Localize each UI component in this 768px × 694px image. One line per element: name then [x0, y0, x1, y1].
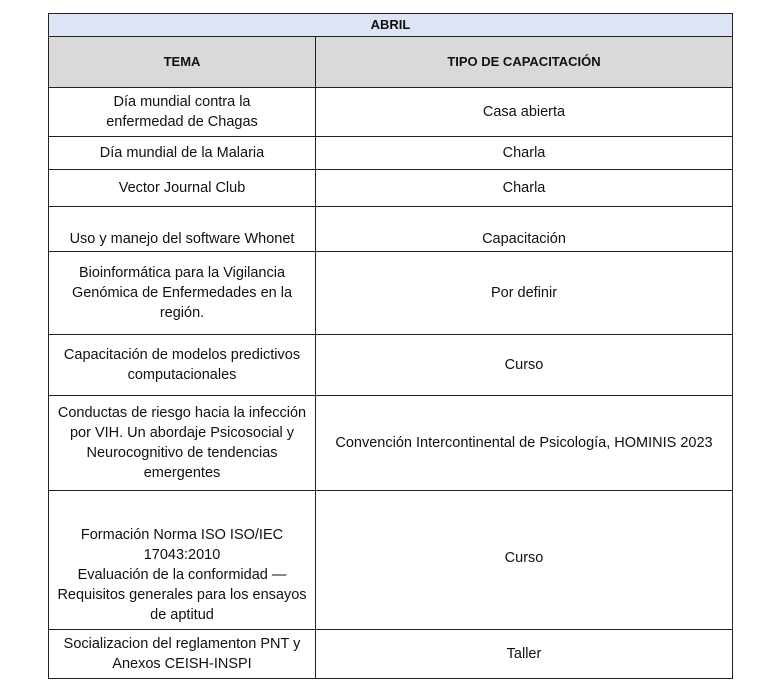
tema-cell: [49, 491, 316, 630]
tema-cell: [49, 88, 316, 137]
tipo-cell: Capacitación: [316, 207, 733, 252]
table-row: [49, 207, 733, 252]
tipo-cell: Curso: [316, 491, 733, 630]
training-schedule-table: [48, 13, 733, 679]
table-row: [49, 252, 733, 335]
tema-text: Capacitación de modelos predictivos computacionales: [63, 347, 301, 383]
tipo-cell: Charla: [316, 137, 733, 170]
table-row: [49, 137, 733, 170]
tema-cell: [49, 335, 316, 396]
tipo-cell: Charla: [316, 170, 733, 207]
tema-text: Uso y manejo del software Whonet: [69, 231, 295, 247]
tema-text: Vector Journal Club: [118, 180, 246, 196]
tema-text: Día mundial contra la enfermedad de Chagas: [106, 94, 258, 130]
column-header-tipo: TIPO DE CAPACITACIÓN: [316, 37, 733, 88]
tema-cell: [49, 170, 316, 207]
tema-text: Conductas de riesgo hacia la infección por VIH. Un abordaje Psicosocial y Neurocognitivo de tendencias emergentes: [57, 405, 307, 481]
table-row: [49, 170, 733, 207]
month-header-row: [49, 14, 733, 37]
table-row: [49, 88, 733, 137]
tema-cell: [49, 207, 316, 252]
tema-text: Socializacion del reglamenton PNT y Anexos CEISH-INSPI: [63, 636, 301, 672]
tipo-cell: Taller: [316, 630, 733, 679]
tema-cell: [49, 137, 316, 170]
tipo-cell: Casa abierta: [316, 88, 733, 137]
table-row: [49, 491, 733, 630]
tema-text: Formación Norma ISO ISO/IEC 17043:2010 Evaluación de la conformidad — Requisitos generales para los ensayos de aptitud: [57, 527, 307, 623]
tema-cell: [49, 630, 316, 679]
tema-cell: [49, 396, 316, 491]
tipo-cell: Convención Intercontinental de Psicología, HOMINIS 2023: [316, 396, 733, 491]
month-title: ABRIL: [49, 14, 733, 37]
column-header-row: [49, 37, 733, 88]
table-row: [49, 396, 733, 491]
table-row: [49, 335, 733, 396]
tema-text: Bioinformática para la Vigilancia Genómica de Enfermedades en la región.: [71, 265, 293, 321]
tema-text: Día mundial de la Malaria: [99, 145, 265, 161]
tema-cell: [49, 252, 316, 335]
column-header-tema: TEMA: [49, 37, 316, 88]
table-row: [49, 630, 733, 679]
tipo-cell: Curso: [316, 335, 733, 396]
tipo-cell: Por definir: [316, 252, 733, 335]
